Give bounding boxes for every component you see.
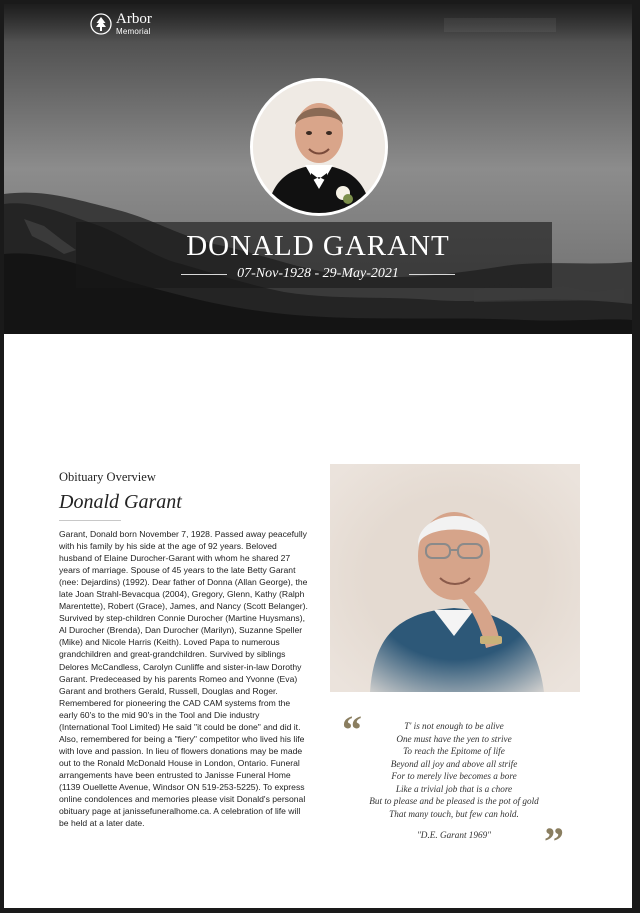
life-dates-row <box>4 266 632 282</box>
poem-line: One must have the yen to strive <box>396 733 512 744</box>
top-bar-field[interactable] <box>444 18 556 32</box>
poem-author: "D.E. Garant 1969" <box>416 830 492 840</box>
obituary-photo-image <box>330 464 580 692</box>
quote-close-icon: ” <box>544 819 564 864</box>
poem-line: Beyond all joy and above all strife <box>390 758 518 769</box>
poem-line: That many touch, but few can hold. <box>389 808 519 819</box>
top-navigation-bar <box>4 4 632 42</box>
deceased-name-title: DONALD GARANT <box>186 230 450 262</box>
obituary-name: Donald Garant <box>59 491 182 513</box>
life-dates: 07-Nov-1928 - 29-May-2021 <box>237 266 399 281</box>
logo-name: Arbor <box>116 11 152 27</box>
portrait-photo <box>250 78 388 216</box>
poem-line: But to please and be pleased is the pot of gold <box>369 796 539 806</box>
divider-left <box>181 274 227 275</box>
poem-line: T' is not enough to be alive <box>404 721 504 731</box>
hero-banner <box>4 4 632 334</box>
obituary-text: Garant, Donald born November 7, 1928. Passed away peacefully with his family by his side at the age of 92 years. Beloved husband of Elaine Durocher-Garant with whom he shared 27 years of marriage. Spouse of 45 years to the late Betty Garant (nee: Dejardins) (1992). Dear father of Donna (Allan George), the late Joan Strahl-Bevacqua (2004), Gregory, Glenn, Kathy (Ralph Marentette), Robert (Grace), James, and Nancy (Scott Belanger). Survived by step-children Connie Durocher (Martine Huysmans), Al Durocher (Brenda), Dan Durocher (Marilyn), Suzanne Speller (Mike) and Nicole Harris (Keith). Loved Papa to numerous grandchildren and great-grandchildren. Survived by siblings Delores McCandless, Carolyn Cunliffe and sister-in-law Dorothy Garant. Predeceased by his parents Romeo and Yvonne (Eva) Garant and brothers Gerald, Russell, Douglas and Roger. Remembered for pioneering the CAD CAM systems from the early 60's to the mid 90's in the Tool and Die industry (International Tool Limited) He said "it could be done" and did it. Also, remembered for being a "fiery" competitor who lived his life with love and passion. In lieu of flowers donations may be made out to the Ronald McDonald House in London, Ontario. Funeral arrangements have been entrusted to Janisse Funeral Home (1139 Ouellette Avenue, Windsor ON 519-253-5225). To express online condolences and memories please visit Donald's personal obituary page at janissefuneralhome.ca. A celebration of life will be held at a later date. <box>59 529 308 829</box>
logo-text <box>116 12 152 36</box>
poem-line: Like a trivial job that is a chore <box>395 783 513 794</box>
obituary-overview-heading: Obituary Overview <box>59 470 156 484</box>
quote-open-icon: “ <box>342 707 362 752</box>
arbor-memorial-logo[interactable] <box>90 12 152 36</box>
poem-line: To reach the Epitome of life <box>403 746 505 756</box>
memorial-poem <box>356 720 552 820</box>
page-frame <box>4 4 632 908</box>
poem-line: For to merely live becomes a bore <box>391 771 517 781</box>
tree-icon <box>90 13 112 35</box>
obituary-photo <box>330 464 580 692</box>
divider-right <box>409 274 455 275</box>
logo-subtitle: Memorial <box>116 27 151 36</box>
heading-divider <box>59 520 121 521</box>
portrait-image <box>253 81 385 213</box>
